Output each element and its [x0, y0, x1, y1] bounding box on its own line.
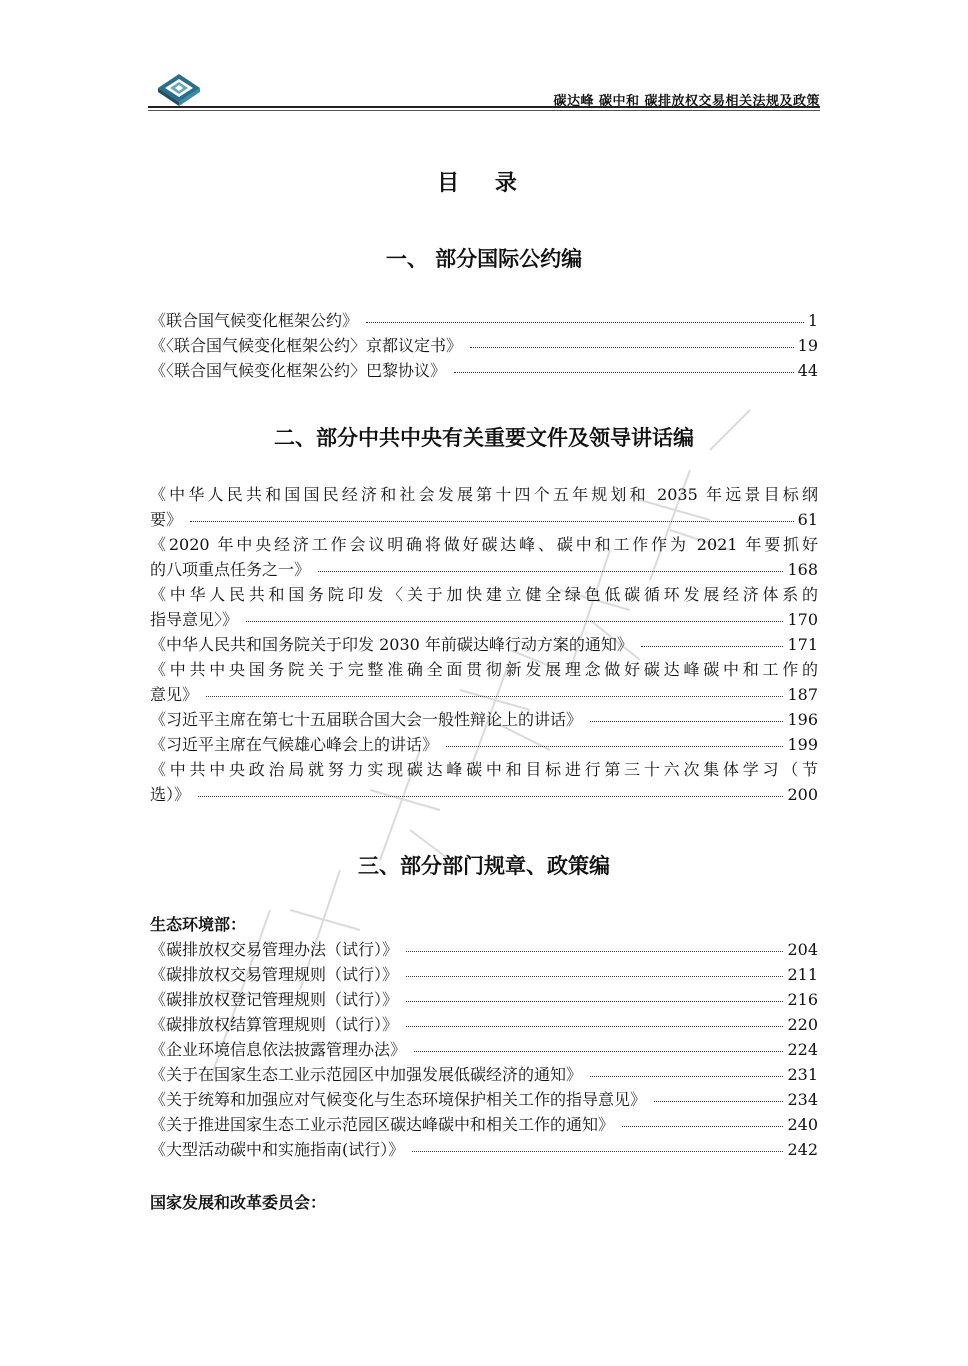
page-number: 220 [787, 1015, 818, 1034]
toc-entry[interactable]: 《习近平主席在气候雄心峰会上的讲话》 199 [150, 732, 818, 757]
subhead-ndrc: 国家发展和改革委员会： [150, 1193, 327, 1212]
page-number: 240 [787, 1115, 818, 1134]
dot-leader [406, 951, 783, 952]
dot-leader [454, 372, 794, 373]
dot-leader [414, 1051, 783, 1052]
toc-entry[interactable]: 《2020 年中央经济工作会议明确将做好碳达峰、碳中和工作作为 2021 年要抓好 的八项重点任务之一》 168 [150, 532, 818, 582]
dot-leader [406, 976, 783, 977]
toc-entry[interactable]: 《中共中央政治局就努力实现碳达峰碳中和目标进行第三十六次集体学习（节 选）》 200 [150, 757, 818, 807]
dot-leader [654, 1101, 783, 1102]
section-heading-1: 一、 部分国际公约编 [385, 247, 583, 271]
dot-leader [206, 696, 783, 697]
subhead-ministry-ecology: 生态环境部： [150, 915, 247, 934]
toc-entry[interactable]: 《关于推进国家生态工业示范园区碳达峰碳中和相关工作的通知》 240 [150, 1112, 818, 1137]
dot-leader [446, 746, 783, 747]
dot-leader [622, 1126, 783, 1127]
toc-entry[interactable]: 《大型活动碳中和实施指南(试行）》 242 [150, 1137, 818, 1162]
page-number: 168 [787, 560, 818, 579]
dot-leader [366, 322, 804, 323]
dot-leader [590, 721, 783, 722]
page-number: 224 [787, 1040, 818, 1059]
page-number: 1 [807, 311, 818, 330]
page-number: 199 [787, 735, 818, 754]
dot-leader [590, 1076, 783, 1077]
dot-leader [406, 1001, 783, 1002]
dot-leader [412, 1151, 783, 1152]
page-number: 211 [787, 965, 818, 984]
dot-leader [190, 521, 794, 522]
toc-section-1 [150, 308, 818, 383]
page-number: 61 [797, 510, 818, 529]
toc-entry[interactable]: 《企业环境信息依法披露管理办法》 224 [150, 1037, 818, 1062]
page-number: 242 [787, 1140, 818, 1159]
section-heading-2: 二、部分中共中央有关重要文件及领导讲话编 [274, 426, 694, 450]
toc-entry[interactable]: 《碳排放权交易管理规则（试行）》 211 [150, 962, 818, 987]
page-number: 19 [797, 336, 818, 355]
toc-entry[interactable]: 《〈联合国气候变化框架公约〉京都议定书》 19 [150, 333, 818, 358]
toc-entry[interactable]: 《碳排放权登记管理规则（试行）》 216 [150, 987, 818, 1012]
toc-entry[interactable]: 《中华人民共和国国民经济和社会发展第十四个五年规划和 2035 年远景目标纲 要》 61 [150, 482, 818, 532]
page-header [148, 70, 820, 110]
toc-entry[interactable]: 《联合国气候变化框架公约》 1 [150, 308, 818, 333]
toc-title: 目 录 [437, 171, 531, 196]
dot-leader [198, 796, 783, 797]
toc-entry[interactable]: 《中华人民共和国务院印发〈关于加快建立健全绿色低碳循环发展经济体系的 指导意见〉》 170 [150, 582, 818, 632]
toc-entry[interactable]: 《碳排放权交易管理办法（试行）》 204 [150, 937, 818, 962]
header-rule [148, 106, 820, 108]
page-number: 187 [787, 685, 818, 704]
dot-leader [470, 347, 794, 348]
toc-section-3 [150, 937, 818, 1162]
page-number: 234 [787, 1090, 818, 1109]
dot-leader [406, 1026, 783, 1027]
header-title: 碳达峰 碳中和 碳排放权交易相关法规及政策 [553, 94, 820, 109]
toc-entry[interactable]: 《〈联合国气候变化框架公约〉巴黎协议》 44 [150, 358, 818, 383]
page-number: 171 [787, 635, 818, 654]
dot-leader [641, 646, 784, 647]
page-number: 44 [797, 361, 818, 380]
section-heading-3: 三、部分部门规章、政策编 [358, 854, 610, 878]
toc-entry[interactable]: 《中共中央国务院关于完整准确全面贯彻新发展理念做好碳达峰碳中和工作的 意见》 187 [150, 657, 818, 707]
page-number: 170 [787, 610, 818, 629]
toc-entry[interactable]: 《关于在国家生态工业示范园区中加强发展低碳经济的通知》 231 [150, 1062, 818, 1087]
logo-icon [156, 72, 202, 108]
toc-section-2 [150, 482, 818, 807]
page-number: 200 [787, 785, 818, 804]
toc-entry[interactable]: 《碳排放权结算管理规则（试行）》 220 [150, 1012, 818, 1037]
dot-leader [318, 571, 783, 572]
toc-entry[interactable]: 《中华人民共和国务院关于印发 2030 年前碳达峰行动方案的通知》 171 [150, 632, 818, 657]
dot-leader [246, 621, 783, 622]
toc-entry[interactable]: 《习近平主席在第七十五届联合国大会一般性辩论上的讲话》 196 [150, 707, 818, 732]
page-number: 204 [787, 940, 818, 959]
page-number: 216 [787, 990, 818, 1009]
toc-entry[interactable]: 《关于统筹和加强应对气候变化与生态环境保护相关工作的指导意见》 234 [150, 1087, 818, 1112]
page-number: 231 [787, 1065, 818, 1084]
page-number: 196 [787, 710, 818, 729]
header-rule-thin [148, 110, 820, 111]
